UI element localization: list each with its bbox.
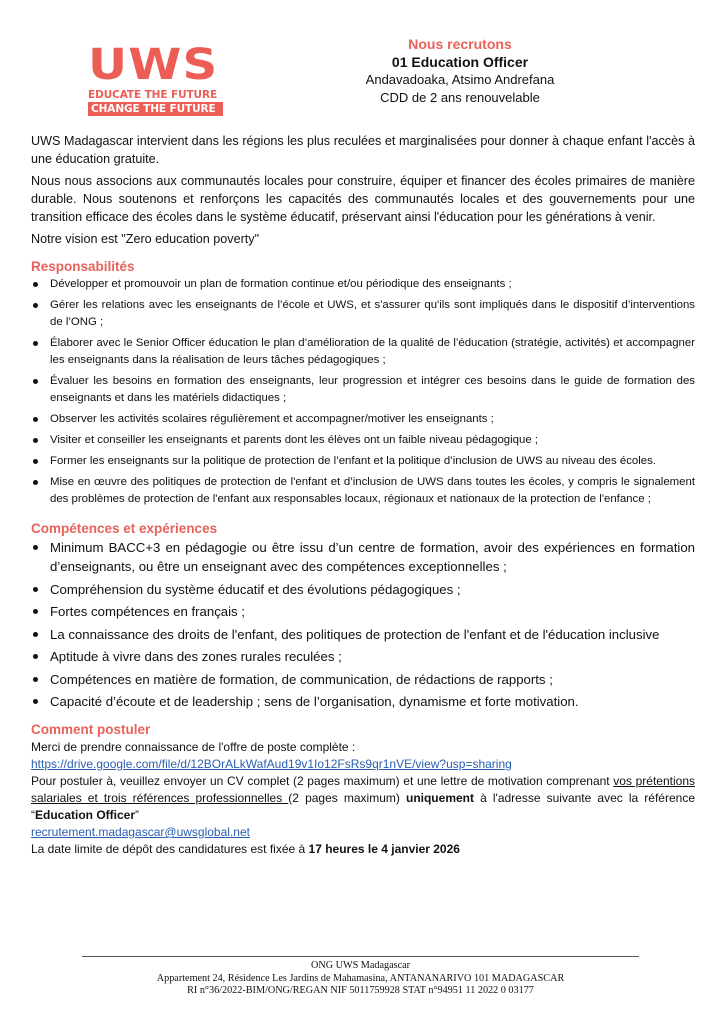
list-item [31,297,695,331]
list-item [31,411,695,428]
list-item [31,625,695,644]
bullet-icon [33,379,38,384]
job-location: Andavadoaka, Atsimo Andrefana [365,72,555,87]
logo-tagline-educate: EDUCATE THE FUTURE [88,89,218,101]
footer-address: Appartement 24, Résidence Les Jardins de Mahamasina, ANTANANARIVO 101 MADAGASCAR [156,972,565,984]
bullet-icon [33,677,38,682]
apply-section [31,739,695,858]
list-item-text: Développer et promouvoir un plan de formation continue et/ou périodique des enseignants ; [50,278,512,290]
responsibilities-list [31,276,695,508]
intro-section [31,132,695,248]
list-item-text: La connaissance des droits de l'enfant, des politiques de protection de l'enfant et de l'éducation inclusive [50,626,660,642]
footer-org-name: ONG UWS Madagascar [310,960,410,971]
competences-heading: Compétences et expériences [31,521,218,536]
page-footer [82,956,639,998]
list-item-text: Compréhension du système éducatif et des évolutions pédagogiques ; [50,581,461,597]
recruiting-label: Nous recrutons [408,36,512,52]
list-item [31,538,695,576]
bullet-icon [33,459,38,464]
job-title: 01 Education Officer [391,53,529,70]
list-item [31,692,695,711]
list-item-text: Compétences en matière de formation, de communication, de rédactions de rapports ; [50,671,553,687]
list-item-text: Élaborer avec le Senior Officer éducation le plan d’amélioration de la qualité de l’éducation (stratégie, activités) et accompagner les enseignants dans la réalisation de leurs tâches pédagogiques ; [50,337,695,366]
bullet-icon [33,341,38,346]
list-item-text: Mise en œuvre des politiques de protection de l'enfant et d’inclusion de UWS dans toutes les écoles, y compris le signalement des problèmes de protection de l'enfant aux responsables locaux, régionaux et nationaux de la protection de l'enfance ; [50,476,695,505]
list-item-text: Minimum BACC+3 en pédagogie ou être issu d’un centre de formation, avoir des expériences en formation d’enseignants, ou être un enseignant avec des compétences exceptionnelles ; [50,540,695,574]
list-item [31,580,695,599]
bullet-icon [33,438,38,443]
competences-list [31,538,695,711]
list-item [31,373,695,407]
bullet-icon [33,282,38,287]
salary-references-requirement: vos prétentions salariales et trois références professionnelles [31,774,695,805]
responsibilities-heading: Responsabilités [31,259,135,274]
list-item-text: Évaluer les besoins en formation des enseignants, leur progression et intégrer ces besoins dans le guide de formation des enseignants et dans les matériels didactiques ; [50,375,695,404]
list-item-text: Capacité d’écoute et de leadership ; sens de l’organisation, dynamisme et forte motivation. [50,694,579,709]
intro-paragraph: UWS Madagascar intervient dans les régions les plus reculées et marginalisées pour donner à chaque enfant l'accès à une éducation gratuite. [31,134,695,166]
logo-wordmark: UWS [88,40,219,90]
bullet-icon [33,303,38,308]
intro-paragraph: Nous nous associons aux communautés locales pour construire, équiper et financer des écoles primaires de manière durable. Nous soutenons et renforçons les capacités des communautés locales et des gouvernements pour une transition efficace des écoles dans le système éducatif, préservant ainsi l'éducation pour les générations à venir. [31,174,695,224]
list-item-text: Aptitude à vivre dans des zones rurales reculées ; [50,649,342,664]
list-item [31,670,695,689]
only-emphasis: uniquement [405,791,474,805]
deadline-date: 17 heures le 4 janvier 2026 [308,842,460,856]
deadline-text: La date limite de dépôt des candidatures est fixée à 17 heures le 4 janvier 2026 [31,842,460,856]
list-item-text: Observer les activités scolaires régulièrement et accompagner/motiver les enseignants ; [50,413,494,425]
list-item-text: Fortes compétences en français ; [50,604,245,619]
list-item-text: Visiter et conseiller les enseignants et parents dont les élèves ont un faible niveau pédagogique ; [50,434,539,446]
application-email-link[interactable]: recrutement.madagascar@uwsglobal.net [31,825,250,839]
list-item [31,474,695,508]
logo-tagline-change: CHANGE THE FUTURE [88,102,223,116]
list-item [31,276,695,293]
list-item-text: Gérer les relations avec les enseignants de l’école et UWS, et s'assurer qu'ils sont impliqués dans le dispositif d’interventions de l’ONG ; [50,299,695,328]
list-item [31,432,695,449]
bullet-icon [33,699,38,704]
list-item [31,453,695,470]
uws-logo [88,40,224,116]
reference-label: Education Officer [35,808,136,822]
offer-document-link[interactable]: https://drive.google.com/file/d/12BOrALkWafAud19v1Io12FsRs9qr1nVE/view?usp=sharing [31,757,512,771]
list-item [31,335,695,369]
list-item [31,647,695,666]
apply-heading: Comment postuler [31,722,151,737]
bullet-icon [33,654,38,659]
apply-intro: Merci de prendre connaissance de l'offre de poste complète : [31,740,356,754]
list-item-text: Former les enseignants sur la politique de protection de l’enfant et la politique d’inclusion de UWS au niveau des écoles. [50,455,656,467]
list-item [31,602,695,621]
document-body [31,132,695,858]
bullet-icon [33,417,38,422]
contract-type: CDD de 2 ans renouvelable [380,89,540,105]
bullet-icon [33,632,38,637]
bullet-icon [33,480,38,485]
job-header [330,36,590,106]
footer-registration: RI n°36/2022-BIM/ONG/REGAN NIF 5011759928 STAT n°94951 11 2022 0 03177 [187,985,534,996]
bullet-icon [33,545,38,550]
apply-instructions: Pour postuler à, veuillez envoyer un CV complet (2 pages maximum) et une lettre de motivation comprenant vos prétentions salariales et trois références professionnelles (2 pages maximum) uniquement à l'adresse suivante avec la référence “Education Officer” [31,774,696,822]
bullet-icon [33,587,38,592]
bullet-icon [33,609,38,614]
vision-statement: Notre vision est "Zero education poverty" [31,232,260,246]
